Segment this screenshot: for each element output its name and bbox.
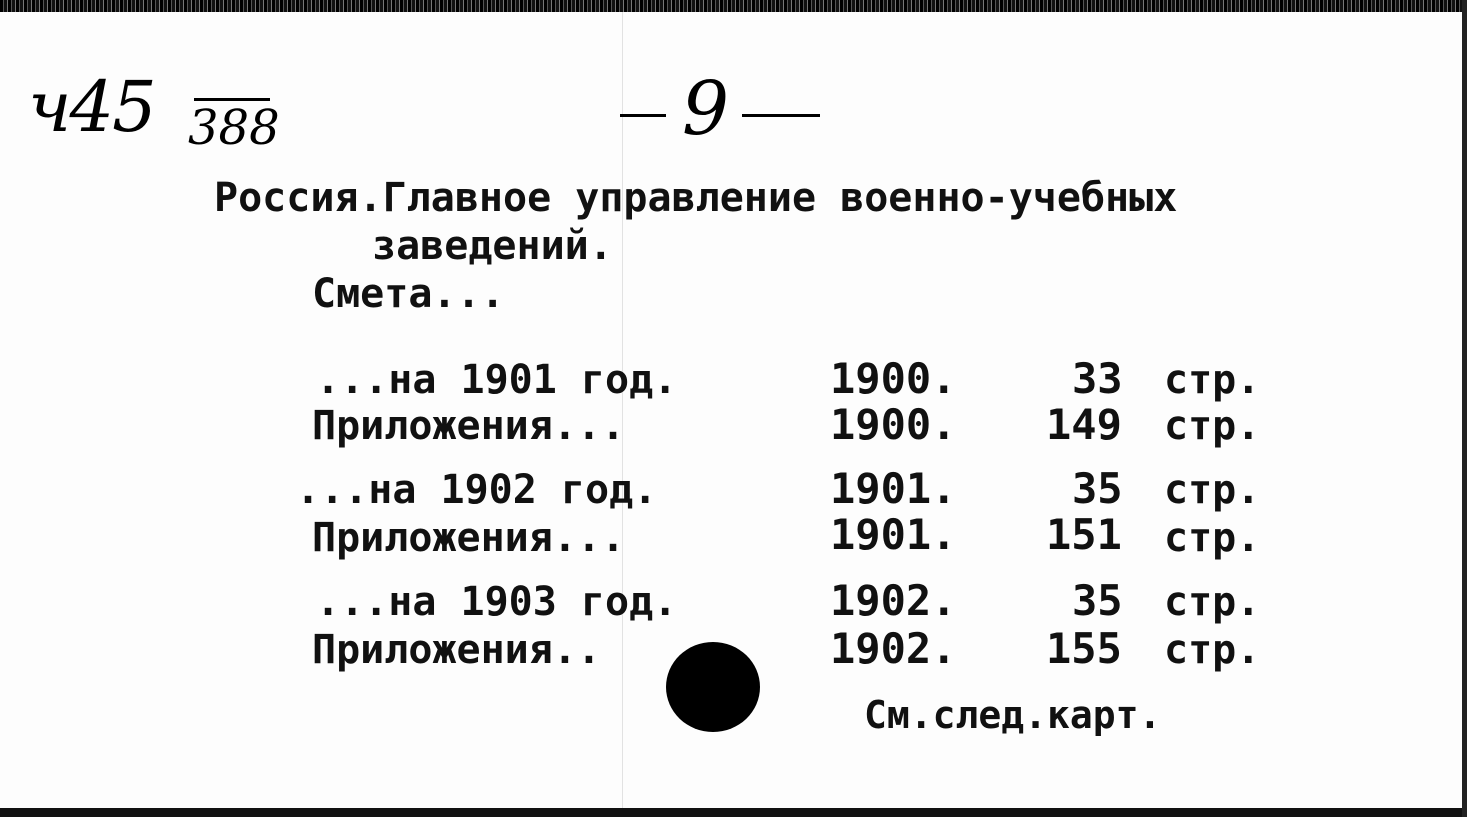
entry-year: 1901. <box>830 464 957 513</box>
scan-right-edge <box>1462 0 1467 817</box>
page-number-dash-left <box>620 114 666 117</box>
entry-title: ...на 1901 год. <box>316 357 678 403</box>
page-number: 9 <box>682 66 730 152</box>
entry-pages: 155 <box>1046 624 1122 673</box>
punch-hole <box>666 642 760 732</box>
entry-pages: 149 <box>1046 400 1122 449</box>
entry-title: Приложения... <box>312 515 626 561</box>
entry-title: ...на 1903 год. <box>316 579 678 625</box>
entry-year: 1900. <box>830 400 957 449</box>
entry-title: ...на 1902 год. <box>296 467 658 513</box>
entry-pages: 151 <box>1046 510 1122 559</box>
heading-line-2: заведений. <box>372 223 613 269</box>
entry-year: 1901. <box>830 510 957 559</box>
entry-title: Приложения.. <box>312 627 601 673</box>
call-number-main: ч45 <box>28 66 155 148</box>
entry-year: 1902. <box>830 624 957 673</box>
scan-top-edge <box>0 0 1467 12</box>
page-number-dash-right <box>742 114 820 117</box>
entry-pages: 33 <box>1072 354 1123 403</box>
entry-unit: стр. <box>1164 357 1261 403</box>
heading-line-1: Россия.Главное управление военно-учебных <box>214 175 1178 221</box>
entry-pages: 35 <box>1072 576 1123 625</box>
entry-year: 1902. <box>830 576 957 625</box>
call-number-sub: 388 <box>188 100 280 156</box>
see-next-card: См.след.карт. <box>864 693 1162 737</box>
scan-bottom-edge <box>0 808 1467 817</box>
entry-pages: 35 <box>1072 464 1123 513</box>
entry-unit: стр. <box>1164 467 1261 513</box>
entry-year: 1900. <box>830 354 957 403</box>
entry-unit: стр. <box>1164 579 1261 625</box>
heading-line-3: Смета... <box>312 271 505 317</box>
entry-unit: стр. <box>1164 403 1261 449</box>
entry-unit: стр. <box>1164 627 1261 673</box>
entry-unit: стр. <box>1164 515 1261 561</box>
entry-title: Приложения... <box>312 403 626 449</box>
